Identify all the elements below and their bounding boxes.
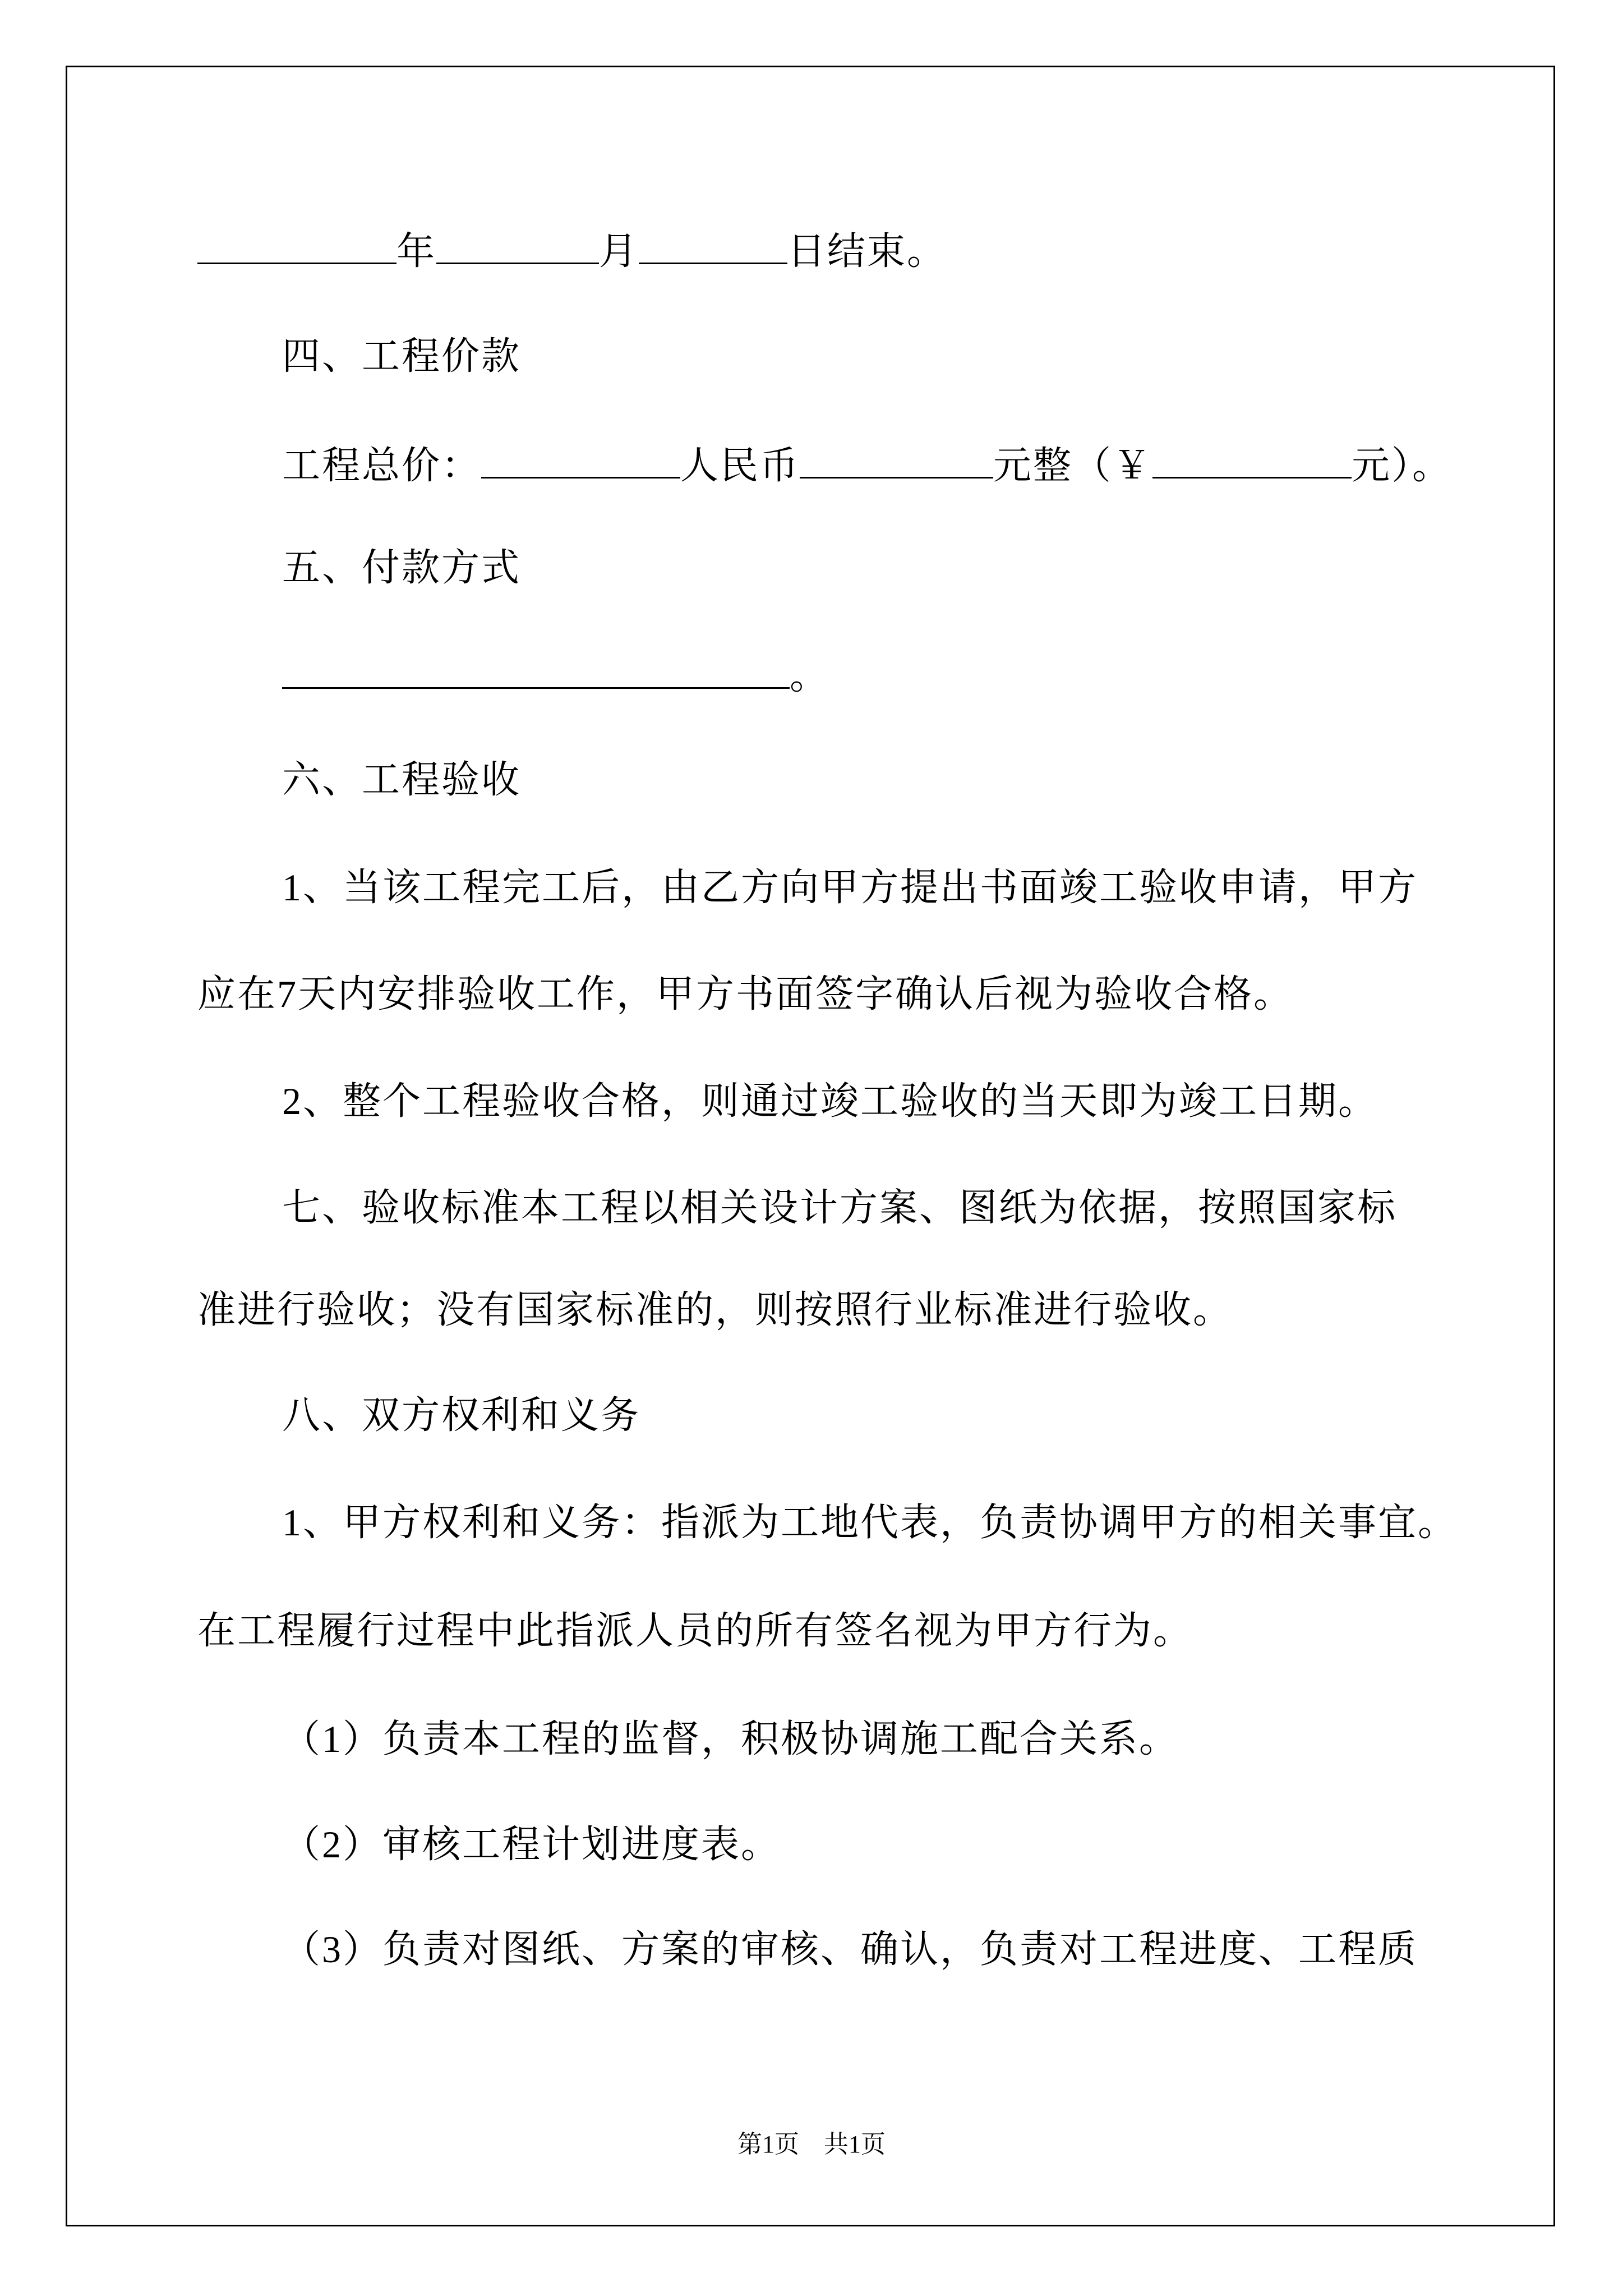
section-heading: 八、双方权利和义务 xyxy=(282,1394,641,1437)
section-heading: 五、付款方式 xyxy=(282,546,522,589)
page-border xyxy=(66,66,1555,2226)
paragraph-line: 在工程履行过程中此指派人员的所有签名视为甲方行为。 xyxy=(197,1609,1193,1652)
day-end-label: 日结束。 xyxy=(787,230,947,273)
section-heading: 四、工程价款 xyxy=(282,335,522,378)
year-blank[interactable] xyxy=(197,229,396,264)
payment-blank[interactable] xyxy=(282,654,790,689)
list-item: （2）审核工程计划进度表。 xyxy=(282,1823,781,1866)
date-end-line xyxy=(197,226,947,277)
month-label: 月 xyxy=(599,230,639,273)
yuan-label: 元整（￥ xyxy=(993,444,1153,487)
list-item: （1）负责本工程的监督，积极协调施工配合关系。 xyxy=(282,1718,1179,1760)
day-blank[interactable] xyxy=(639,229,787,264)
paragraph-line: 2、整个工程验收合格，则通过竣工验收的当天即为竣工日期。 xyxy=(282,1080,1378,1122)
paragraph-line: 七、验收标准本工程以相关设计方案、图纸为依据，按照国家标 xyxy=(282,1186,1398,1229)
yuan-close-label: 元）。 xyxy=(1352,444,1453,487)
paragraph-line: 应在7天内安排验收工作，甲方书面签字确认后视为验收合格。 xyxy=(197,973,1294,1015)
total-price-line xyxy=(282,440,1452,491)
total-price-blank[interactable] xyxy=(481,443,680,478)
payment-line xyxy=(282,651,829,701)
paragraph-line: 1、当该工程完工后，由乙方向甲方提出书面竣工验收申请，甲方 xyxy=(282,866,1418,909)
rmb-blank[interactable] xyxy=(800,443,993,478)
list-item: （3）负责对图纸、方案的审核、确认，负责对工程进度、工程质 xyxy=(282,1928,1418,1971)
section-heading: 六、工程验收 xyxy=(282,758,522,801)
month-blank[interactable] xyxy=(436,229,599,264)
paragraph-line: 准进行验收；没有国家标准的，则按照行业标准进行验收。 xyxy=(197,1289,1233,1331)
rmb-label: 人民币 xyxy=(680,444,800,487)
year-label: 年 xyxy=(396,230,437,273)
yen-blank[interactable] xyxy=(1152,443,1352,478)
page-number: 第1页 共1页 xyxy=(737,2131,886,2158)
paragraph-line: 1、甲方权利和义务：指派为工地代表，负责协调甲方的相关事宜。 xyxy=(282,1501,1458,1544)
period: 。 xyxy=(790,655,830,697)
total-price-label: 工程总价： xyxy=(282,444,482,487)
